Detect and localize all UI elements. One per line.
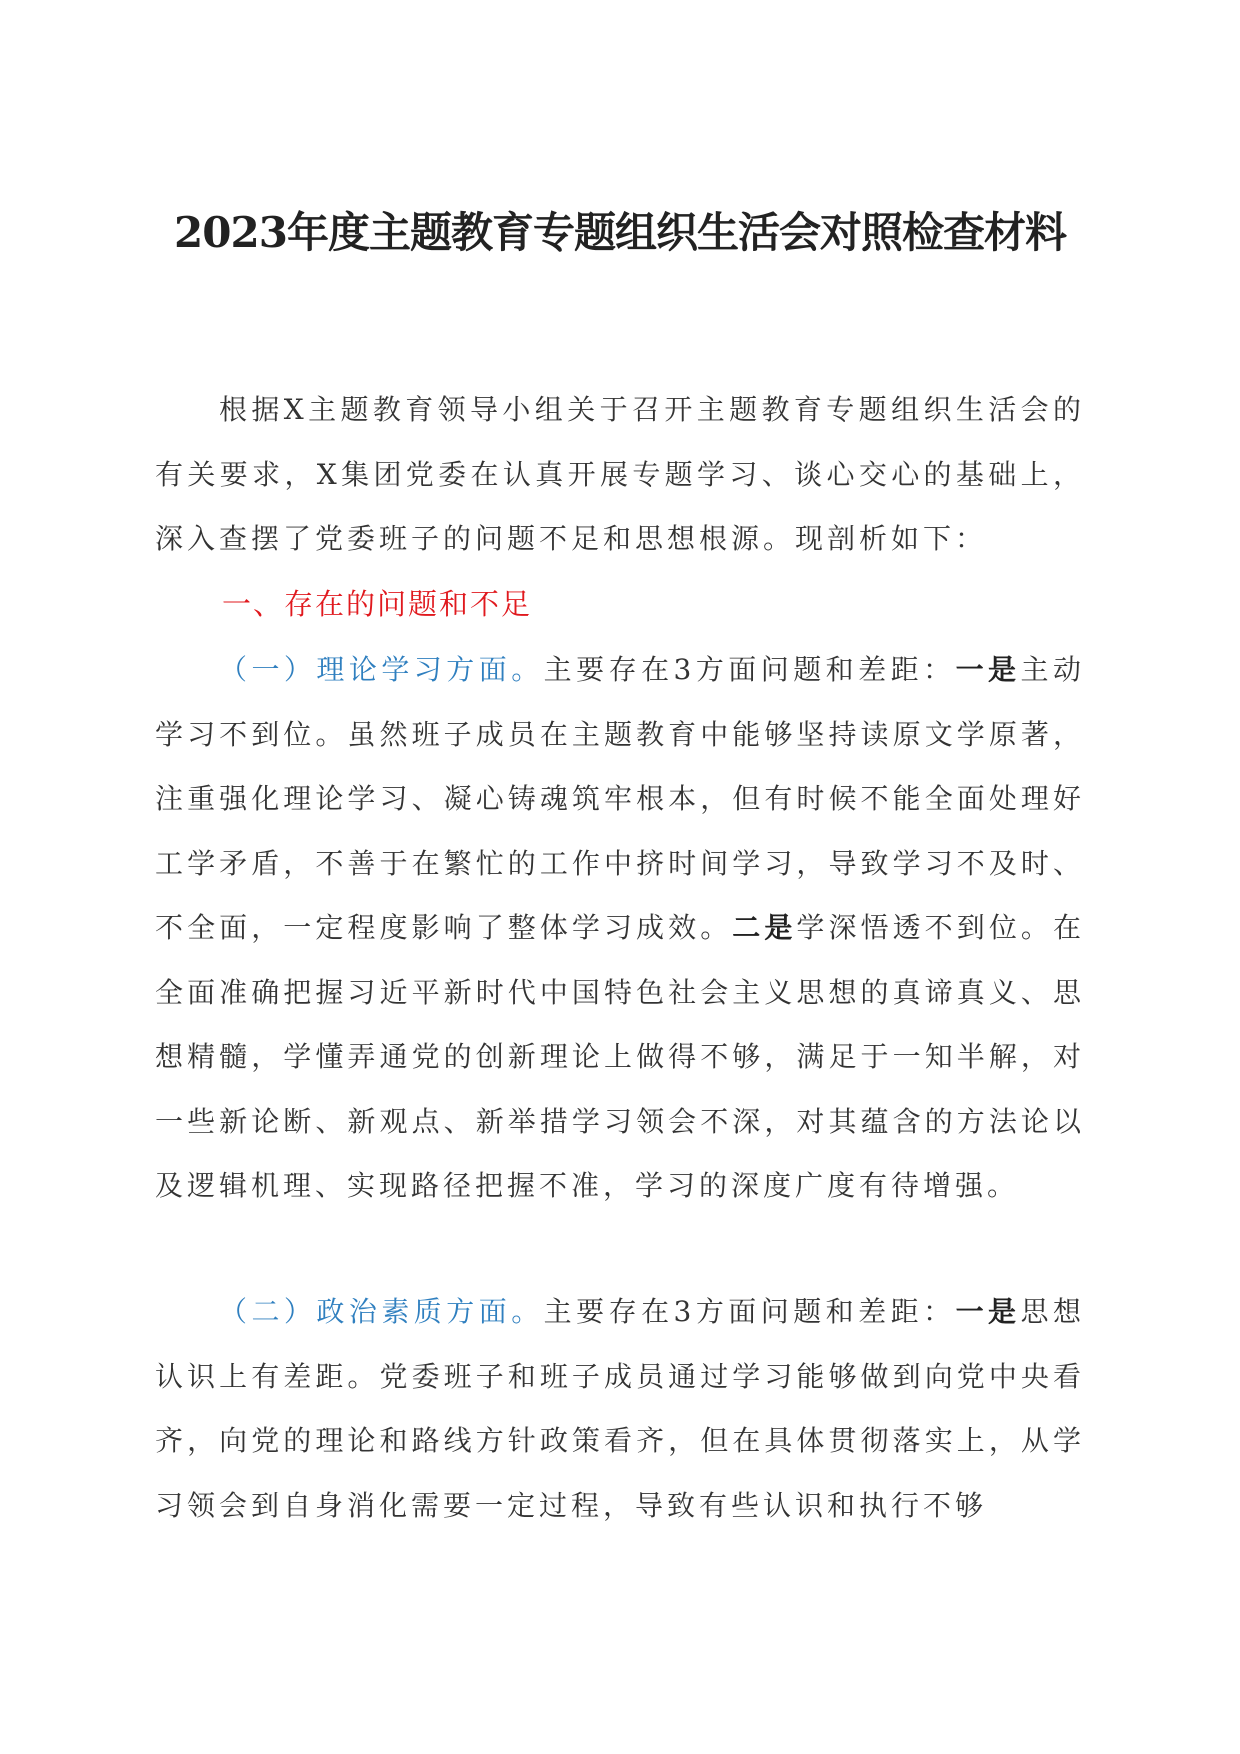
point-1-label: 一是: [955, 653, 1021, 686]
subheading-political-quality: （二）政治素质方面。: [219, 1295, 544, 1328]
point-1-text: 主动学习不到位。虽然班子成员在主题教育中能够坚持读原文学原著，注重强化理论学习、凝心铸魂筑牢根本，但有时候不能全面处理好工学矛盾，不善于在繁忙的工作中挤时间学习，导致学习不及时、不全面，一定程度影响了整体学习成效。: [155, 653, 1085, 944]
theory-study-lead: 主要存在3方面问题和差距：: [543, 653, 956, 686]
point-2-text: 学深悟透不到位。在全面准确把握习近平新时代中国特色社会主义思想的真谛真义、思想精髓，学懂弄通党的创新理论上做得不够，满足于一知半解，对一些新论断、新观点、新举措学习领会不深，对其蕴含的方法论以及逻辑机理、实现路径把握不准，学习的深度广度有待增强。: [155, 911, 1085, 1202]
point-2-label: 二是: [732, 911, 797, 944]
pq-point-1-label: 一是: [955, 1295, 1021, 1328]
political-quality-paragraph: [155, 1280, 1085, 1538]
intro-text: 根据X主题教育领导小组关于召开主题教育专题组织生活会的有关要求，X集团党委在认真开展专题学习、谈心交心的基础上，深入查摆了党委班子的问题不足和思想根源。现剖析如下：: [155, 393, 1085, 555]
political-quality-lead: 主要存在3方面问题和差距：: [543, 1295, 956, 1328]
section-theory-study: [155, 638, 1085, 1219]
pq-point-1-text: 思想认识上有差距。党委班子和班子成员通过学习能够做到向党中央看齐，向党的理论和路线方针政策看齐，但在具体贯彻落实上，从学习领会到自身消化需要一定过程，导致有些认识和执行不够: [155, 1295, 1085, 1522]
section-heading-problems: 一、存在的问题和不足: [222, 587, 533, 621]
subheading-theory-study: （一）理论学习方面。: [219, 653, 544, 686]
theory-study-paragraph: [155, 638, 1085, 1219]
document-title: 2023年度主题教育专题组织生活会对照检查材料: [174, 208, 1066, 257]
intro-paragraph: [155, 378, 1085, 572]
section-political-quality: [155, 1280, 1085, 1538]
